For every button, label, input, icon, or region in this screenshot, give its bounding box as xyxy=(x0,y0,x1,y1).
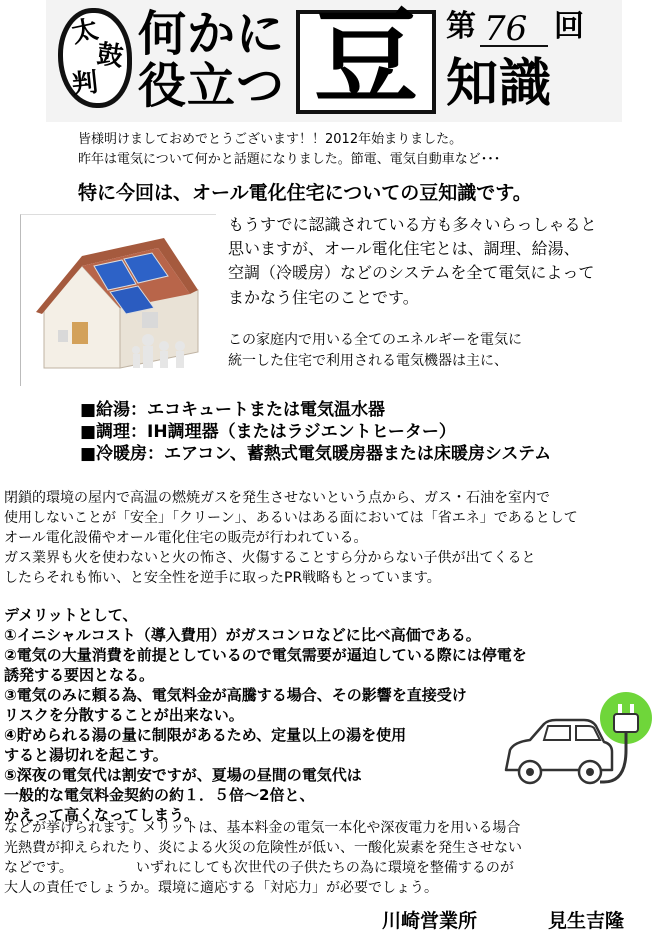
conclusion-line-2: 光熱費が抑えられたり、炎による火災の危険性が低い、一酸化炭素を発生させない xyxy=(4,840,522,856)
mame-character: 豆 xyxy=(313,0,418,118)
paragraph1-line-1: もうすでに認識されている方も多々いらっしゃると xyxy=(228,215,597,234)
conclusion-line-3: などです。 いずれにしても次世代の子供たちの為に環境を整備するのが xyxy=(4,860,514,876)
bullet-chori: ■調理：IH調理器（またはラジエントヒーター） xyxy=(80,422,456,442)
paragraph3-line-5: したらそれも怖い、と安全性を逆手に取ったPR戦略もとっています。 xyxy=(4,570,441,586)
dai-label: 第 xyxy=(446,9,476,44)
paragraph3-line-2: 使用しないことが「安全」「クリーン」、あるいはある面においては「省エネ」であるとして xyxy=(4,510,578,526)
paragraph2-line-1: この家庭内で用いる全てのエネルギーを電気に xyxy=(228,332,522,348)
title-line-1: 何かに xyxy=(138,6,286,62)
conclusion-line-4: 大人の責任でしょうか。環境に適応する「対応力」が必要でしょう。 xyxy=(4,880,438,896)
bullet-reidanbo: ■冷暖房：エアコン、蓄熱式電気暖房器または床暖房システム xyxy=(80,444,552,464)
intro-line-1: 皆様明けましておめでとうございます！！2012年始まりました。 xyxy=(78,132,463,147)
signature-name: 見生吉隆 xyxy=(548,910,625,932)
taikoban-seal xyxy=(58,8,132,108)
kai-label: 回 xyxy=(554,9,584,44)
intro-line-2: 昨年は電気について何かと話題になりました。節電、電気自動車など･･･ xyxy=(78,152,501,167)
demerit-line-4: ③電気のみに頼る為、電気料金が高騰する場合、その影響を直接受け xyxy=(4,686,467,704)
demerit-line-8: ⑤深夜の電気代は割安ですが、夏場の昼間の電気代は xyxy=(4,766,362,784)
demerit-line-10: かえって高くなってしまう。 xyxy=(4,806,200,824)
demerit-line-5: リスクを分散することが出来ない。 xyxy=(4,706,244,724)
electric-car-illustration xyxy=(500,690,666,800)
demerit-heading: デメリットとして、 xyxy=(4,606,138,624)
issue-number-underline xyxy=(480,45,548,47)
paragraph1-line-3: 空調（冷暖房）などのシステムを全て電気によって xyxy=(228,263,595,282)
bullet-kyuto: ■給湯：エコキュートまたは電気温水器 xyxy=(80,400,386,420)
chishiki-title: 知識 xyxy=(446,54,553,114)
demerit-line-7: すると湯切れを起こす。 xyxy=(4,746,168,764)
paragraph1-line-2: 思いますが、オール電化住宅とは、調理、給湯、 xyxy=(228,239,580,258)
demerit-line-2: ②電気の大量消費を前提としているので電気需要が逼迫している際には停電を xyxy=(4,646,527,664)
issue-number: 76 xyxy=(484,9,528,49)
demerit-line-3: 誘発する要因となる。 xyxy=(4,666,155,684)
seal-char-3: 判 xyxy=(70,67,100,101)
paragraph3-line-1: 閉鎖的環境の屋内で高温の燃焼ガスを発生させないという点から、ガス・石油を室内で xyxy=(4,490,550,506)
signature-office: 川崎営業所 xyxy=(382,910,478,932)
paragraph1-line-4: まかなう住宅のことです。 xyxy=(228,288,419,307)
paragraph3-line-4: ガス業界も火を使わないと火の怖さ、火傷することすら分からない子供が出てくると xyxy=(4,550,536,566)
title-line-2: 役立つ xyxy=(138,58,286,114)
demerit-line-1: ①イニシャルコスト（導入費用）がガスコンロなどに比べ高価である。 xyxy=(4,626,481,644)
seal-char-1: 太 xyxy=(69,14,101,50)
solar-house-illustration xyxy=(22,216,216,384)
seal-char-2: 鼓 xyxy=(95,39,125,73)
conclusion-line-1: などが挙げられます。メリットは、基本料金の電気一本化や深夜電力を用いる場合 xyxy=(4,820,521,836)
paragraph3-line-3: オール電化設備やオール電化住宅の販売が行われている。 xyxy=(4,530,368,546)
demerit-line-9: 一般的な電気料金契約の約１．５倍～2倍と、 xyxy=(4,786,315,804)
demerit-line-6: ④貯められる湯の量に制限があるため、定量以上の湯を使用 xyxy=(4,726,407,744)
lead-text: 特に今回は、オール電化住宅についての豆知識です。 xyxy=(78,182,532,204)
paragraph2-line-2: 統一した住宅で利用される電気機器は主に、 xyxy=(228,353,508,369)
